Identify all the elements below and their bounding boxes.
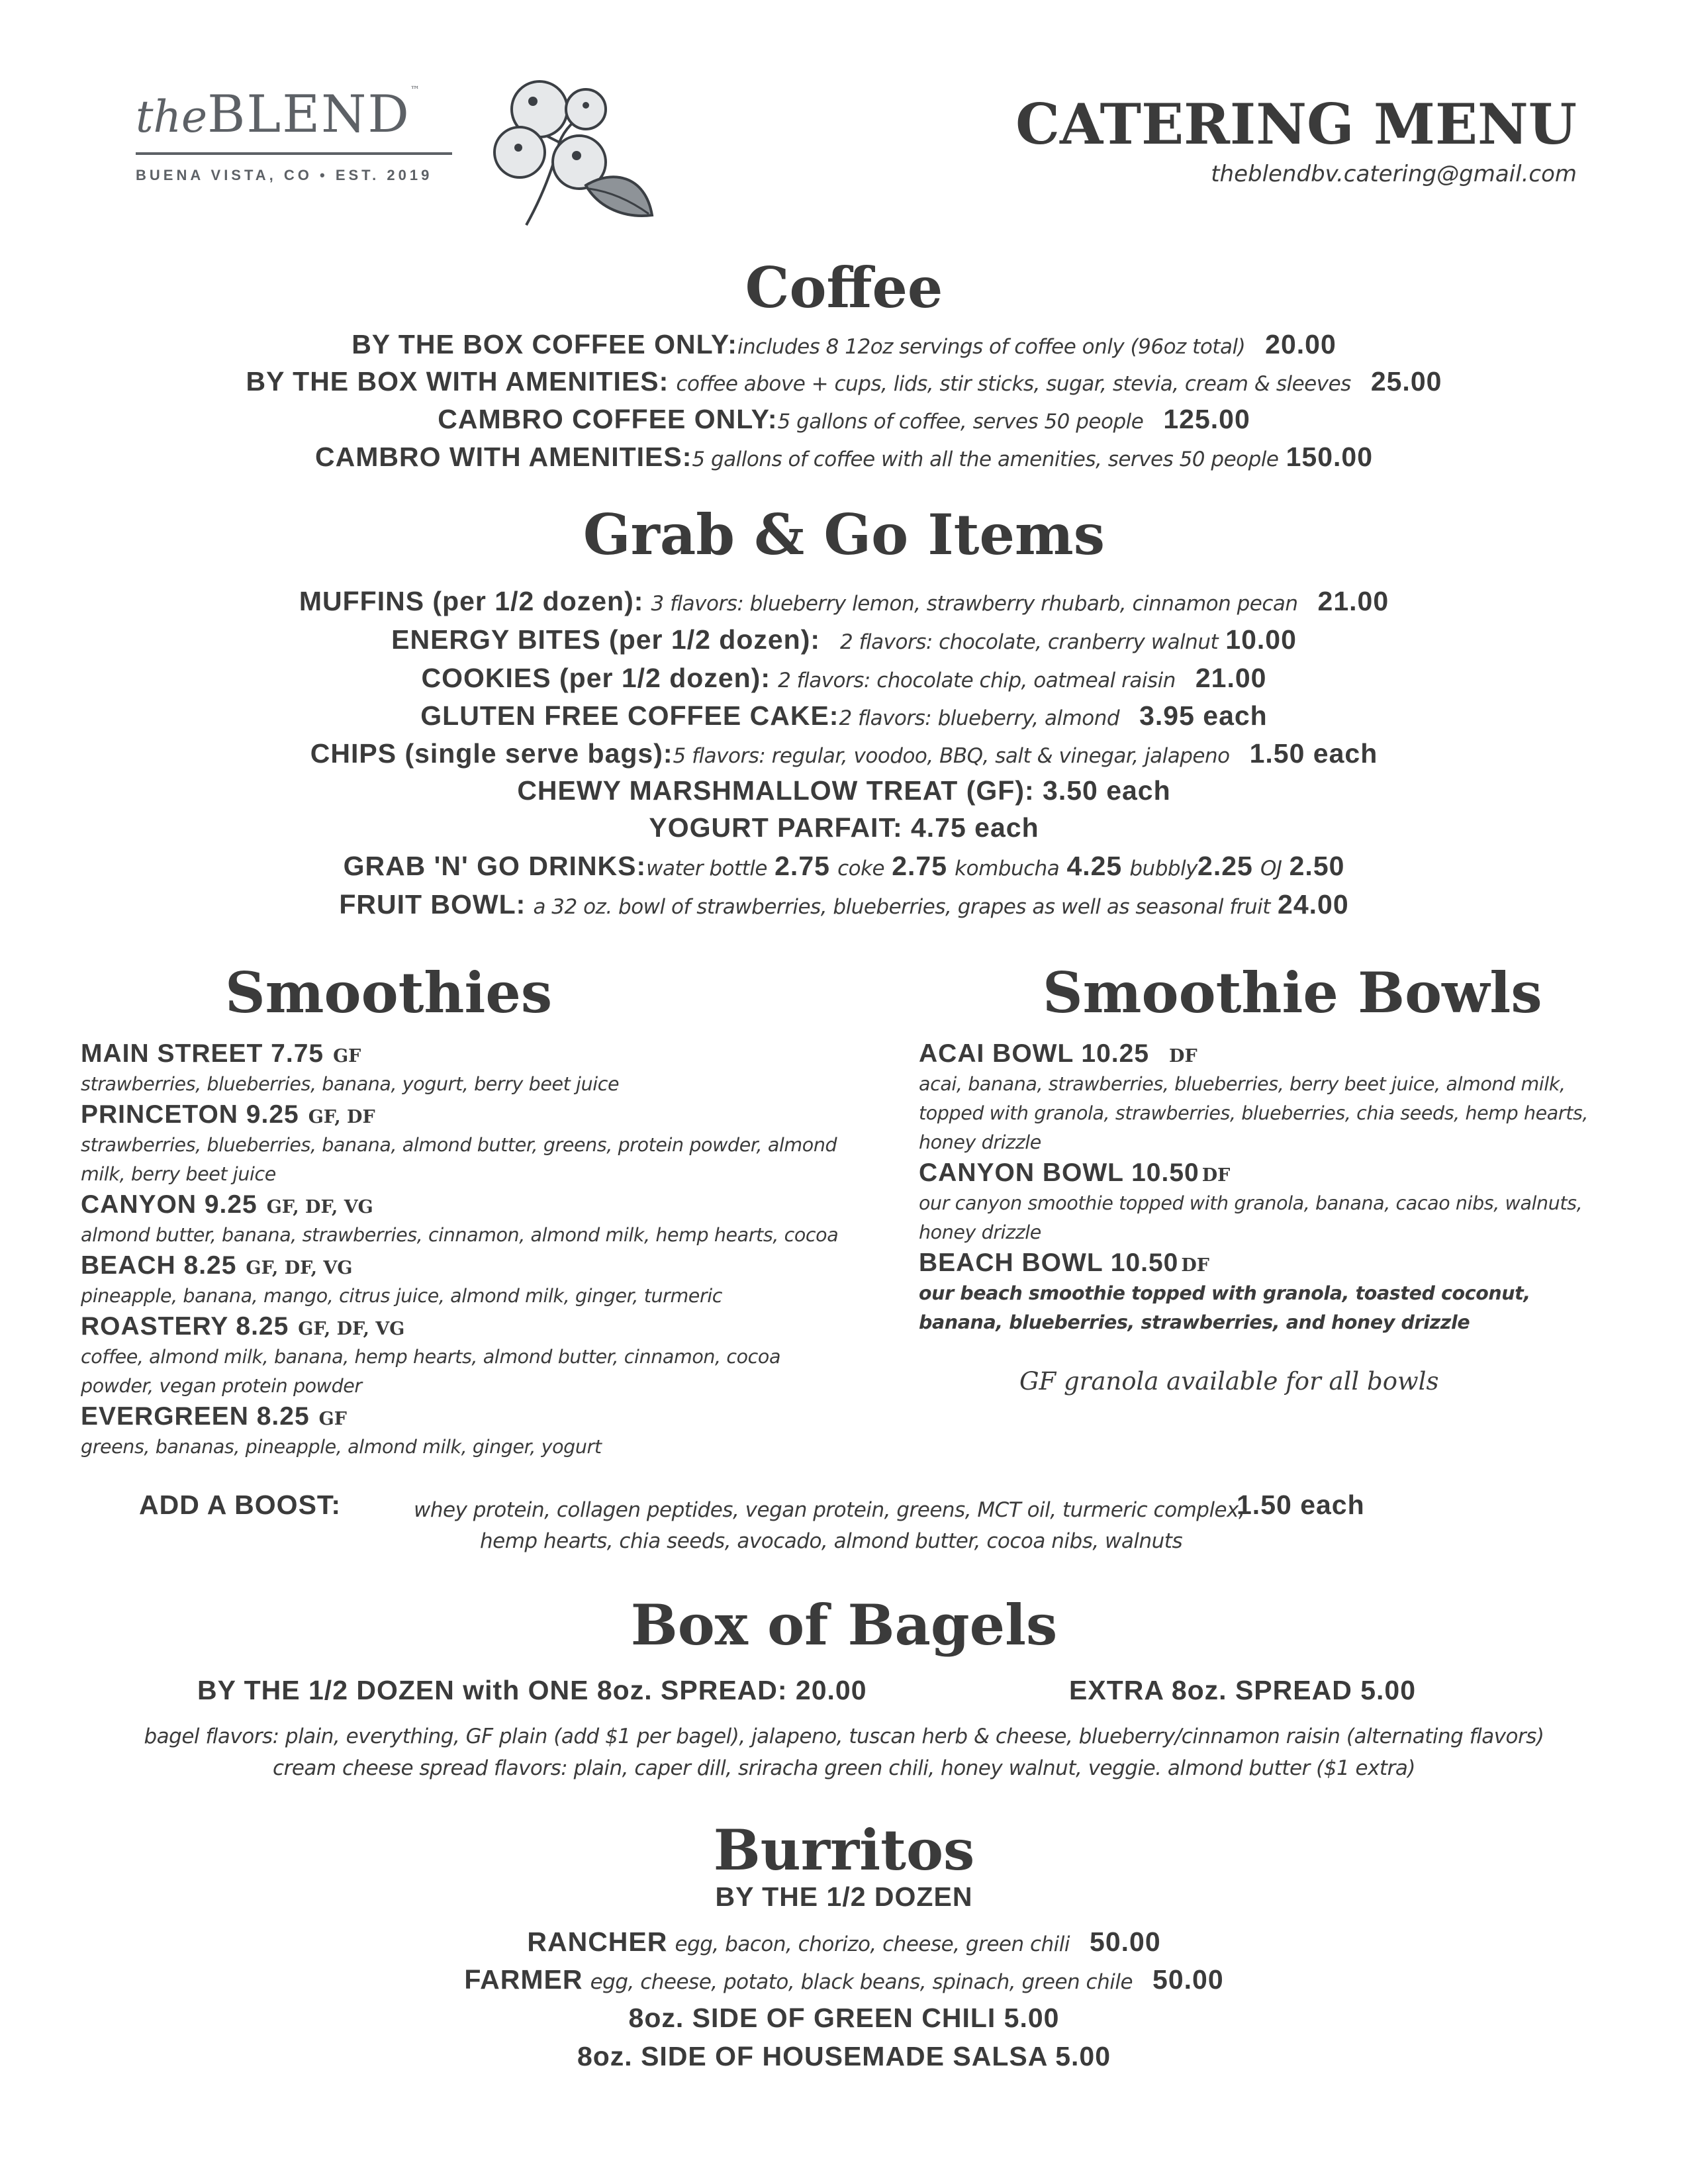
menu-item: 8oz. SIDE OF GREEN CHILI 5.00 — [628, 2003, 1060, 2033]
logo-wordmark: theBLEND™ — [136, 85, 421, 144]
menu-item: EVERGREEN 8.25 GF — [81, 1402, 347, 1431]
section-title-grab-and-go: Grab & Go Items — [583, 502, 1105, 567]
page-title: CATERING MENU — [1015, 91, 1577, 157]
item-description: strawberries, blueberries, banana, almond butter, greens, protein powder, almond milk, berry beet juice — [81, 1134, 837, 1185]
logo-tagline: BUENA VISTA, CO • EST. 2019 — [136, 167, 433, 183]
menu-item: CAMBRO COFFEE ONLY:5 gallons of coffee, serves 50 people 125.00 — [438, 404, 1250, 434]
blueberry-branch-illustration — [480, 63, 655, 228]
menu-item: BEACH 8.25 GF, DF, VG — [81, 1251, 353, 1280]
menu-item: 8oz. SIDE OF HOUSEMADE SALSA 5.00 — [577, 2041, 1111, 2071]
menu-item: CHEWY MARSHMALLOW TREAT (GF): 3.50 each — [517, 775, 1171, 806]
menu-item: YOGURT PARFAIT: 4.75 each — [649, 812, 1039, 843]
granola-note: GF granola available for all bowls — [1019, 1367, 1439, 1396]
section-title-coffee: Coffee — [745, 255, 943, 320]
section-title-burritos: Burritos — [713, 1817, 975, 1883]
item-description: almond butter, banana, strawberries, cinnamon, almond milk, hemp hearts, cocoa — [81, 1224, 839, 1246]
menu-item: ENERGY BITES (per 1/2 dozen): 2 flavors: chocolate, cranberry walnut 10.00 — [391, 624, 1297, 655]
menu-item: BY THE BOX COFFEE ONLY:includes 8 12oz servings of coffee only (96oz total) 20.00 — [352, 329, 1336, 359]
boost-price: 1.50 each — [1237, 1490, 1365, 1520]
menu-item: COOKIES (per 1/2 dozen): 2 flavors: chocolate chip, oatmeal raisin 21.00 — [421, 663, 1267, 693]
menu-item: BEACH BOWL 10.50 DF — [919, 1249, 1209, 1277]
logo-divider — [136, 152, 452, 155]
bagel-offer: BY THE 1/2 DOZEN with ONE 8oz. SPREAD: 20.00 — [197, 1675, 867, 1705]
section-title-smoothie-bowls: Smoothie Bowls — [1043, 960, 1542, 1025]
menu-item-drinks: GRAB 'N' GO DRINKS:water bottle 2.75 coke 2.75 kombucha 4.25 bubbly2.25 OJ 2.50 — [343, 851, 1345, 881]
bowls-list — [919, 1038, 1634, 1337]
menu-item: CANYON BOWL 10.50 DF — [919, 1159, 1231, 1187]
contact-email[interactable]: theblendbv.catering@gmail.com — [1211, 161, 1577, 187]
item-description: pineapple, banana, mango, citrus juice, almond milk, ginger, turmeric — [81, 1285, 723, 1307]
menu-item: CANYON 9.25 GF, DF, VG — [81, 1190, 373, 1219]
item-description: acai, banana, strawberries, blueberries, berry beet juice, almond milk, topped with granola, strawberries, blueberries, chia seeds, hemp hearts, honey drizzle — [919, 1073, 1589, 1153]
menu-item: ROASTERY 8.25 GF, DF, VG — [81, 1312, 405, 1341]
item-description: strawberries, blueberries, banana, yogurt, berry beet juice — [81, 1073, 620, 1095]
item-description: our beach smoothie topped with granola, toasted coconut, banana, blueberries, strawberries, and honey drizzle — [919, 1282, 1530, 1333]
boost-desc: whey protein, collagen peptides, vegan protein, greens, MCT oil, turmeric complex, — [414, 1498, 1245, 1522]
menu-item: RANCHER egg, bacon, chorizo, cheese, green chili 50.00 — [527, 1926, 1161, 1957]
menu-item: MAIN STREET 7.75 GF — [81, 1039, 361, 1068]
boost-label: ADD A BOOST: — [139, 1490, 342, 1520]
menu-item: FRUIT BOWL: a 32 oz. bowl of strawberries, blueberries, grapes as well as seasonal fruit 24.00 — [339, 889, 1349, 920]
boost-desc: hemp hearts, chia seeds, avocado, almond butter, cocoa nibs, walnuts — [480, 1529, 1183, 1553]
menu-item: ACAI BOWL 10.25 DF — [919, 1039, 1197, 1068]
bagel-extra-spread: EXTRA 8oz. SPREAD 5.00 — [1069, 1675, 1417, 1705]
menu-item: PRINCETON 9.25 GF, DF — [81, 1100, 375, 1129]
item-description: greens, bananas, pineapple, almond milk, ginger, yogurt — [81, 1436, 602, 1458]
item-description: coffee, almond milk, banana, hemp hearts, almond butter, cinnamon, cocoa powder, vegan protein powder — [81, 1346, 781, 1397]
menu-item: MUFFINS (per 1/2 dozen): 3 flavors: blueberry lemon, strawberry rhubarb, cinnamon pecan 21.00 — [299, 586, 1389, 616]
menu-item: CAMBRO WITH AMENITIES:5 gallons of coffee with all the amenities, serves 50 people 150.00 — [315, 442, 1373, 472]
menu-item: FARMER egg, cheese, potato, black beans, spinach, green chile 50.00 — [464, 1964, 1224, 1995]
section-title-smoothies: Smoothies — [225, 960, 553, 1025]
smoothies-list — [81, 1038, 902, 1462]
menu-item: GLUTEN FREE COFFEE CAKE:2 flavors: blueberry, almond 3.95 each — [420, 700, 1268, 731]
bagel-spreads: cream cheese spread flavors: plain, caper dill, sriracha green chili, honey walnut, veggie. almond butter ($1 extra) — [273, 1756, 1415, 1780]
section-title-bagels: Box of Bagels — [630, 1592, 1058, 1658]
item-description: our canyon smoothie topped with granola, banana, cacao nibs, walnuts, honey drizzle — [919, 1192, 1583, 1243]
menu-item: BY THE BOX WITH AMENITIES: coffee above + cups, lids, stir sticks, sugar, stevia, cream & sleeves 25.00 — [246, 366, 1442, 397]
bagel-flavors: bagel flavors: plain, everything, GF plain (add $1 per bagel), jalapeno, tuscan herb & cheese, blueberry/cinnamon raisin (alternating flavors) — [144, 1725, 1544, 1748]
menu-item: CHIPS (single serve bags):5 flavors: regular, voodoo, BBQ, salt & vinegar, jalapeno 1.50 each — [310, 738, 1378, 769]
burritos-subtitle: BY THE 1/2 DOZEN — [715, 1881, 973, 1912]
